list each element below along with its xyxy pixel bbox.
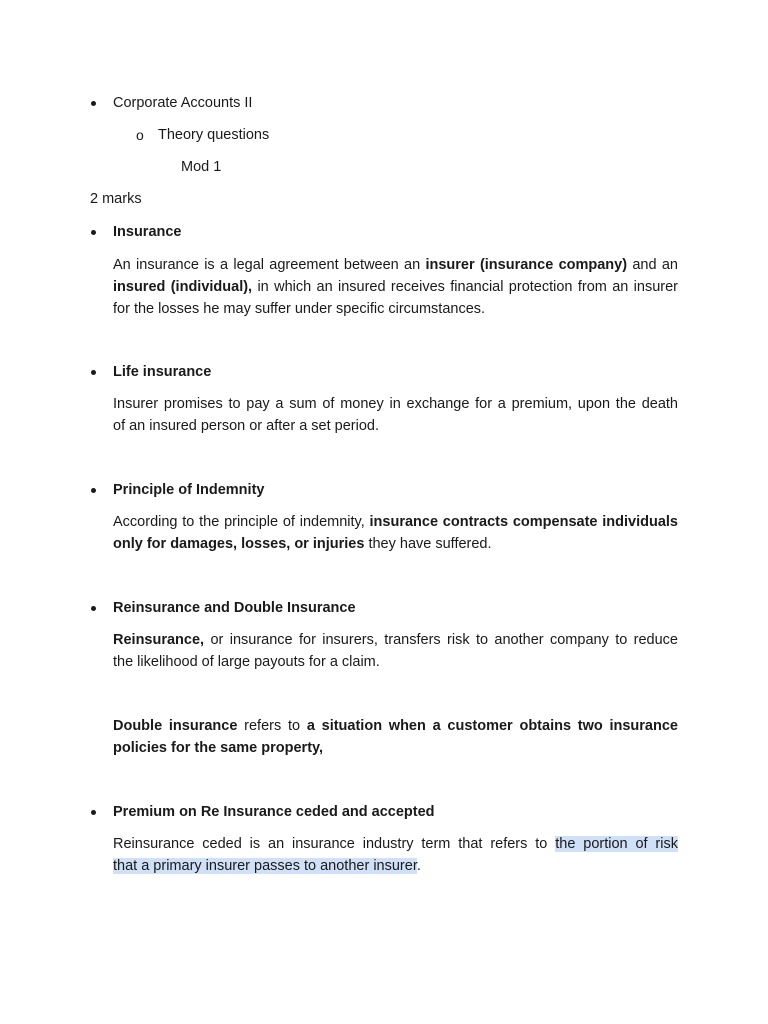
- hollow-bullet-icon: o: [136, 127, 144, 143]
- bullet-icon: [91, 230, 96, 235]
- outline-level1: Corporate Accounts II: [113, 95, 253, 111]
- section-body-insurance: An insurance is a legal agreement between an insurer (insurance company) and an insured (individual), in which an insured receives financial protection from an insurer for the losses he may suffer under specific circumstances.: [113, 257, 679, 317]
- bullet-icon: [91, 606, 96, 611]
- bullet-icon: [91, 370, 96, 375]
- bullet-icon: [91, 101, 96, 106]
- section-body-reinsurance: Reinsurance, or insurance for insurers, transfers risk to another company to reduce the likelihood of large payouts for a claim.: [113, 632, 678, 670]
- section-heading-premium-reinsurance: Premium on Re Insurance ceded and accepted: [113, 804, 435, 820]
- highlighted-text: that a primary insurer passes to another insurer: [113, 858, 417, 874]
- section-heading-insurance: Insurance: [113, 224, 182, 240]
- marks-heading: 2 marks: [90, 191, 142, 207]
- section-body-indemnity: According to the principle of indemnity, insurance contracts compensate individuals only for damages, losses, or injuries they have suffered.: [113, 514, 678, 552]
- section-heading-reinsurance: Reinsurance and Double Insurance: [113, 600, 356, 616]
- section-heading-life-insurance: Life insurance: [113, 364, 212, 380]
- section-body-double-insurance: Double insurance refers to a situation when a customer obtains two insurance policies for the same property,: [113, 718, 678, 756]
- highlighted-text: the portion of risk: [555, 836, 678, 852]
- bullet-icon: [91, 488, 96, 493]
- section-heading-indemnity: Principle of Indemnity: [113, 482, 265, 498]
- section-body-life-insurance: Insurer promises to pay a sum of money in exchange for a premium, upon the death of an insured person or after a set period.: [113, 396, 678, 434]
- bullet-icon: [91, 810, 96, 815]
- outline-level3: Mod 1: [181, 159, 222, 175]
- outline-level2: Theory questions: [158, 127, 270, 143]
- section-body-premium-reinsurance: Reinsurance ceded is an insurance industry term that refers to the portion of risk that a primary insurer passes to another insurer.: [113, 836, 678, 874]
